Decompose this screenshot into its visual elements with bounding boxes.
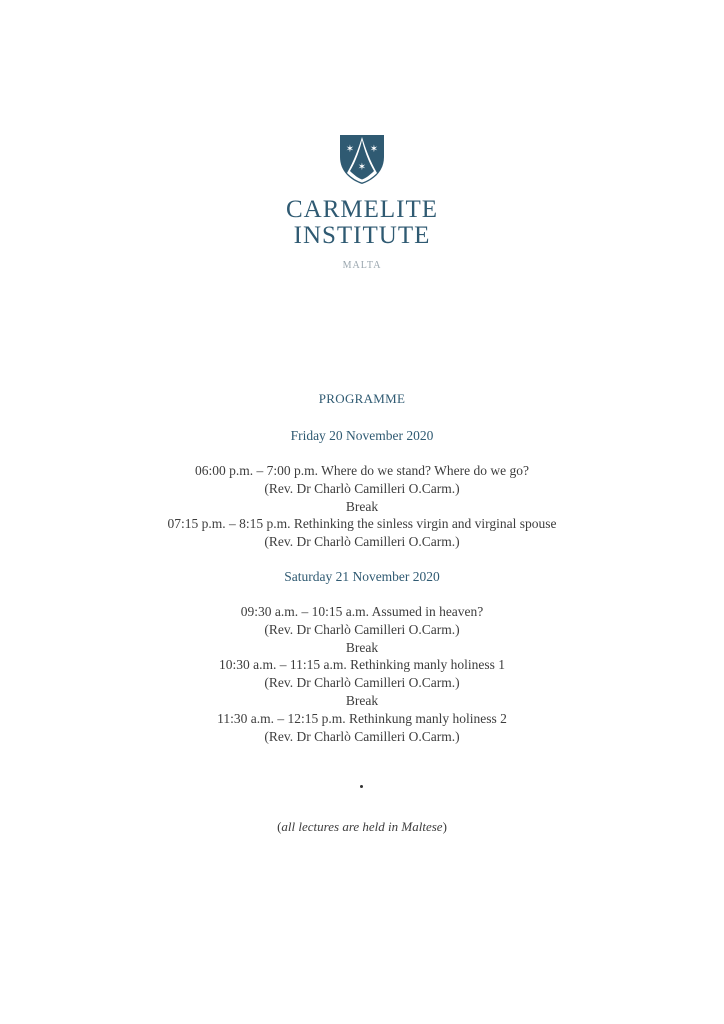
note-text: all lectures are held in Maltese bbox=[281, 819, 443, 834]
note-close-paren: ) bbox=[442, 819, 447, 834]
schedule-line: (Rev. Dr Charlò Camilleri O.Carm.) bbox=[264, 480, 460, 496]
brand-line2: INSTITUTE bbox=[293, 222, 431, 249]
schedule-line: 10:30 a.m. – 11:15 a.m. Rethinking manly holiness 1 bbox=[219, 657, 505, 673]
language-note bbox=[0, 819, 724, 835]
day-title-saturday: Saturday 21 November 2020 bbox=[284, 569, 440, 584]
carmelite-shield-icon bbox=[338, 133, 386, 185]
schedule-line: (Rev. Dr Charlò Camilleri O.Carm.) bbox=[264, 675, 460, 691]
note-open-paren: ( bbox=[277, 819, 282, 834]
schedule-line: Break bbox=[345, 639, 379, 655]
svg-text:✶: ✶ bbox=[345, 144, 355, 155]
programme-heading: PROGRAMME bbox=[318, 391, 406, 406]
schedule-line: (Rev. Dr Charlò Camilleri O.Carm.) bbox=[264, 621, 460, 637]
day-schedule-saturday bbox=[0, 603, 724, 745]
svg-text:✶: ✶ bbox=[357, 162, 367, 173]
schedule-line: (Rev. Dr Charlò Camilleri O.Carm.) bbox=[264, 534, 460, 550]
separator-dot bbox=[360, 785, 363, 788]
brand-subtitle: MALTA bbox=[342, 260, 382, 271]
schedule-line: 09:30 a.m. – 10:15 a.m. Assumed in heaven? bbox=[240, 604, 484, 619]
schedule-line: 11:30 a.m. – 12:15 p.m. Rethinkung manly holiness 2 bbox=[217, 710, 507, 726]
schedule-line: 06:00 p.m. – 7:00 p.m. Where do we stand? Where do we go? bbox=[195, 463, 529, 478]
schedule-line: (Rev. Dr Charlò Camilleri O.Carm.) bbox=[264, 728, 460, 744]
svg-text:✶: ✶ bbox=[369, 144, 379, 155]
schedule-line: Break bbox=[345, 692, 379, 708]
schedule-line: 07:15 p.m. – 8:15 p.m. Rethinking the sinless virgin and virginal spouse bbox=[167, 516, 557, 532]
day-title-friday: Friday 20 November 2020 bbox=[290, 428, 434, 443]
schedule-line: Break bbox=[345, 498, 379, 514]
day-schedule-friday bbox=[0, 462, 724, 551]
brand-line1: CARMELITE bbox=[285, 196, 439, 223]
